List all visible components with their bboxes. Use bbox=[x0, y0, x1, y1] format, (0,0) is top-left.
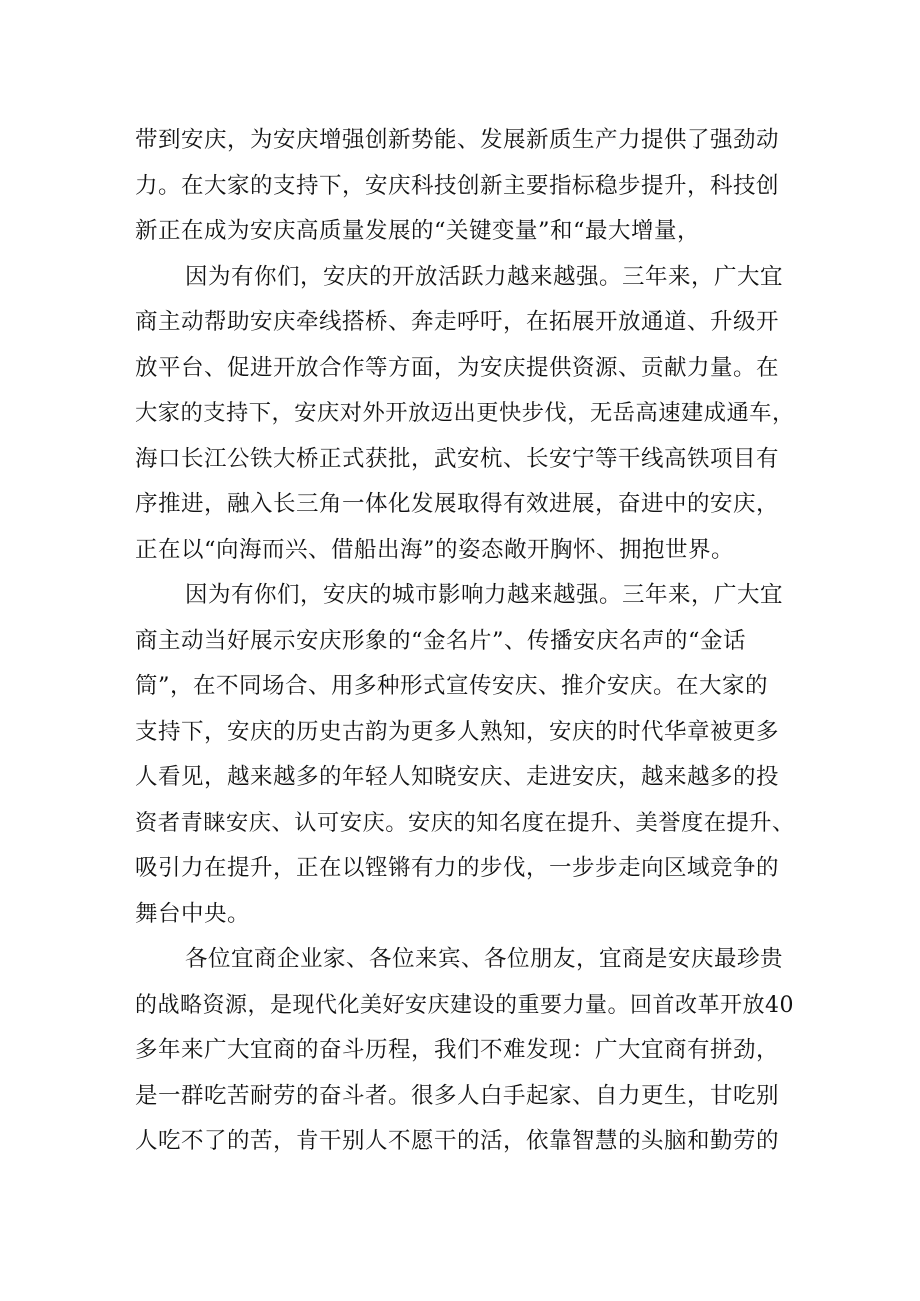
text-line: 因为有你们，安庆的城市影响力越来越强。三年来，广大宜 bbox=[185, 582, 784, 608]
text-line: 是一群吃苦耐劳的奋斗者。很多人白手起家、自力更生，甘吃别 bbox=[135, 1082, 780, 1109]
text-line: 大家的支持下，安庆对外开放迈出更快步伐，无岳高速建成通车， bbox=[135, 400, 795, 426]
text-line: 资者青睐安庆、认可安庆。安庆的知名度在提升、美誉度在提升、 bbox=[135, 809, 795, 836]
text-line: 正在以“向海而兴、借船出海”的姿态敞开胸怀、拥抱世界。 bbox=[135, 536, 735, 563]
text-line: 舞台中央。 bbox=[135, 900, 251, 927]
text-line: 支持下，安庆的历史古韵为更多人熟知，安庆的时代华章被更多 bbox=[135, 718, 780, 745]
text-line: 序推进，融入长三角一体化发展取得有效进展，奋进中的安庆， bbox=[135, 491, 780, 517]
text-line: 新正在成为安庆高质量发展的“关键变量”和“最大增量， bbox=[135, 218, 701, 244]
text-line: 因为有你们，安庆的开放活跃力越来越强。三年来，广大宜 bbox=[185, 263, 784, 290]
text-line: 的战略资源，是现代化美好安庆建设的重要力量。回首改革开放40 bbox=[135, 992, 794, 1018]
text-line: 商主动帮助安庆牵线搭桥、奔走呼吁，在拓展开放通道、升级开 bbox=[135, 309, 780, 335]
text-line: 带到安庆，为安庆增强创新势能、发展新质生产力提供了强劲动 bbox=[135, 127, 780, 153]
text-line: 各位宜商企业家、各位来宾、各位朋友，宜商是安庆最珍贵 bbox=[185, 946, 784, 972]
text-line: 放平台、促进开放合作等方面，为安庆提供资源、贡献力量。在 bbox=[135, 354, 780, 381]
text-line: 筒”，在不同场合、用多种形式宣传安庆、推介安庆。在大家的 bbox=[135, 673, 769, 699]
text-line: 人吃不了的苦，肯干别人不愿干的活，依靠智慧的头脑和勤劳的 bbox=[135, 1128, 780, 1154]
text-line: 多年来广大宜商的奋斗历程，我们不难发现：广大宜商有拼劲， bbox=[135, 1037, 780, 1063]
text-line: 海口长江公铁大桥正式获批，武安杭、长安宁等干线高铁项目有 bbox=[135, 445, 780, 472]
text-line: 吸引力在提升，正在以铿锵有力的步伐，一步步走向区域竞争的 bbox=[135, 855, 780, 881]
text-line: 人看见，越来越多的年轻人知晓安庆、走进安庆，越来越多的投 bbox=[135, 764, 780, 790]
text-line: 力。在大家的支持下，安庆科技创新主要指标稳步提升，科技创 bbox=[135, 172, 780, 199]
text-line: 商主动当好展示安庆形象的“金名片”、传播安庆名声的“金话 bbox=[135, 627, 747, 654]
document-body bbox=[135, 118, 795, 1165]
